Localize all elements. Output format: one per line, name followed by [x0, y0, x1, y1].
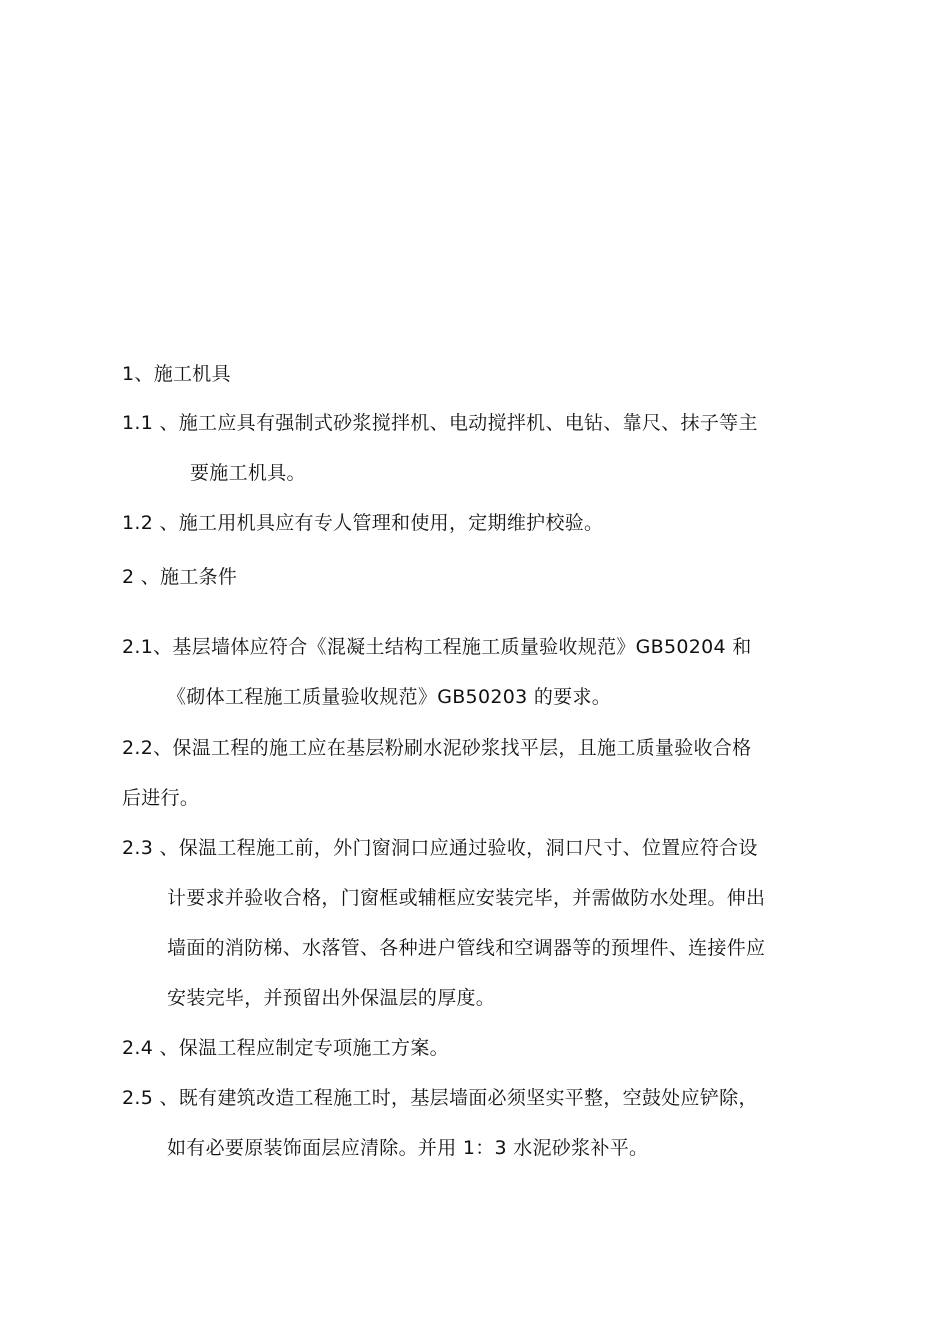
- paragraph-2-2-cont: 后进行。: [122, 787, 200, 809]
- paragraph-2-5: 2.5 、既有建筑改造工程施工时，基层墙面必须坚实平整，空鼓处应铲除，: [122, 1087, 758, 1109]
- paragraph-1-1: 1.1 、施工应具有强制式砂浆搅拌机、电动搅拌机、电钻、靠尺、抹子等主: [122, 412, 758, 434]
- paragraph-1-2: 1.2 、施工用机具应有专人管理和使用，定期维护校验。: [122, 512, 604, 534]
- paragraph-2-3-cont-3: 安装完毕，并预留出外保温层的厚度。: [167, 987, 496, 1009]
- paragraph-2-1: 2.1、基层墙体应符合《混凝土结构工程施工质量验收规范》GB50204 和: [122, 636, 752, 658]
- section-heading-1: 1、施工机具: [122, 363, 231, 385]
- paragraph-2-2: 2.2、保温工程的施工应在基层粉刷水泥砂浆找平层，且施工质量验收合格: [122, 737, 752, 759]
- section-heading-2: 2 、施工条件: [122, 566, 238, 588]
- paragraph-2-5-cont: 如有必要原装饰面层应清除。并用 1：3 水泥砂浆补平。: [167, 1137, 649, 1159]
- paragraph-1-1-cont: 要施工机具。: [190, 462, 306, 484]
- paragraph-2-3: 2.3 、保温工程施工前，外门窗洞口应通过验收，洞口尺寸、位置应符合设: [122, 837, 758, 859]
- paragraph-2-3-cont-2: 墙面的消防梯、水落管、各种进户管线和空调器等的预埋件、连接件应: [167, 937, 766, 959]
- paragraph-2-4: 2.4 、保温工程应制定专项施工方案。: [122, 1037, 449, 1059]
- paragraph-2-1-cont: 《砌体工程施工质量验收规范》GB50203 的要求。: [167, 686, 612, 708]
- paragraph-2-3-cont-1: 计要求并验收合格，门窗框或辅框应安装完毕，并需做防水处理。伸出: [167, 887, 766, 909]
